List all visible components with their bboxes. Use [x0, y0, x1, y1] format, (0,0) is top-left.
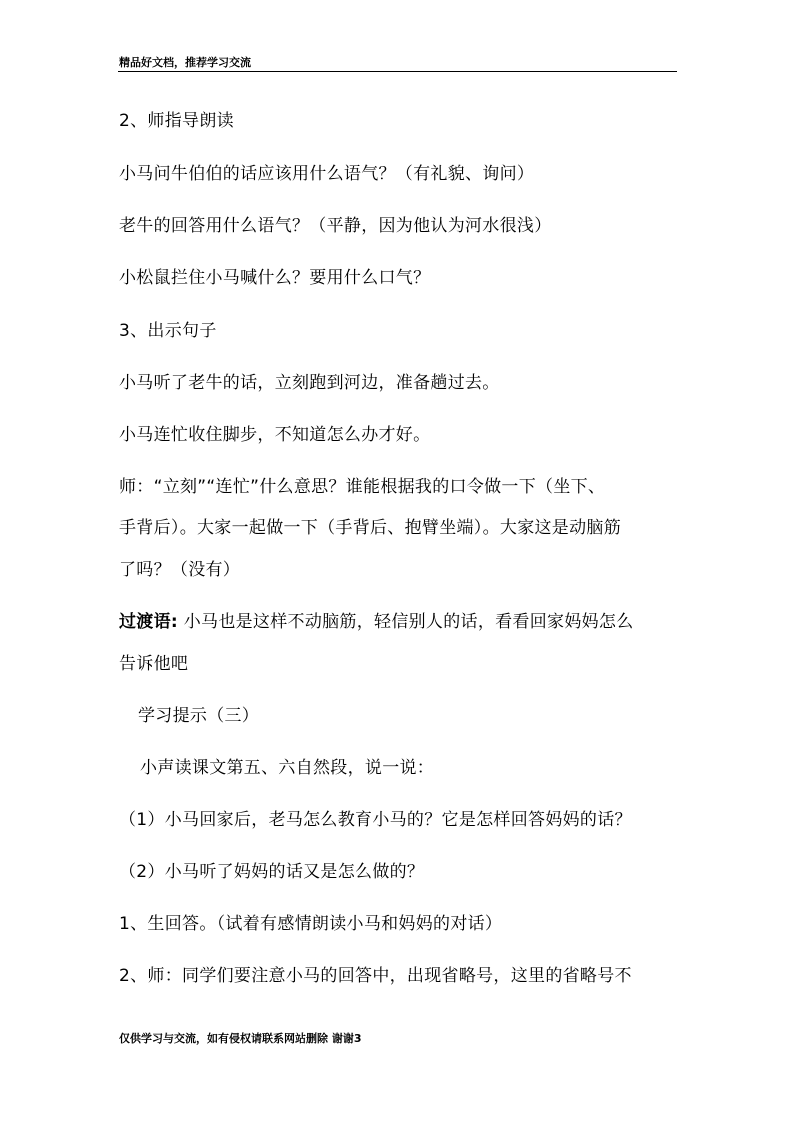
text-line: 1、生回答。（试着有感情朗读小马和妈妈的对话）	[119, 914, 503, 934]
text-line: 小马听了老牛的话，立刻跑到河边，准备趟过去。	[119, 373, 500, 393]
transition-paragraph	[119, 607, 634, 632]
text-line: 学习提示（三）	[138, 706, 260, 726]
text-line: 小马连忙收住脚步，不知道怎么办才好。	[119, 425, 431, 445]
text-line: 3、出示句子	[119, 321, 217, 341]
text-line: 师：“立刻”“连忙”什么意思？谁能根据我的口令做一下（坐下、	[119, 477, 606, 497]
text-line: 小松鼠拦住小马喊什么？要用什么口气？	[119, 268, 431, 288]
transition-label: 过渡语:	[119, 612, 178, 632]
text-line: 告诉他吧	[119, 654, 189, 674]
text-line: （1）小马回家后，老马怎么教育小马的？它是怎样回答妈妈的话？	[119, 810, 632, 830]
text-line: 老牛的回答用什么语气？（平静，因为他认为河水很浅）	[119, 216, 552, 236]
page-header: 精品好文档，推荐学习交流	[119, 56, 251, 69]
text-line: 小声读课文第五、六自然段，说一说：	[140, 758, 435, 778]
text-line: 2、师指导朗读	[119, 111, 234, 131]
text-line: 2、师：同学们要注意小马的回答中，出现省略号，这里的省略号不	[119, 966, 632, 986]
text-line: （2）小马听了妈妈的话又是怎么做的？	[119, 862, 425, 882]
text-line: 了吗？（没有）	[119, 560, 241, 580]
header-divider	[118, 71, 677, 72]
text-line: 手背后）。大家一起做一下（手背后、抱臂坐端）。大家这是动脑筋	[119, 518, 621, 538]
text-line: 小马问牛伯伯的话应该用什么语气？（有礼貌、询问）	[119, 164, 535, 184]
text-line: 小马也是这样不动脑筋，轻信别人的话，看看回家妈妈怎么	[183, 612, 634, 632]
page-footer: 仅供学习与交流，如有侵权请联系网站删除 谢谢3	[119, 1032, 362, 1045]
